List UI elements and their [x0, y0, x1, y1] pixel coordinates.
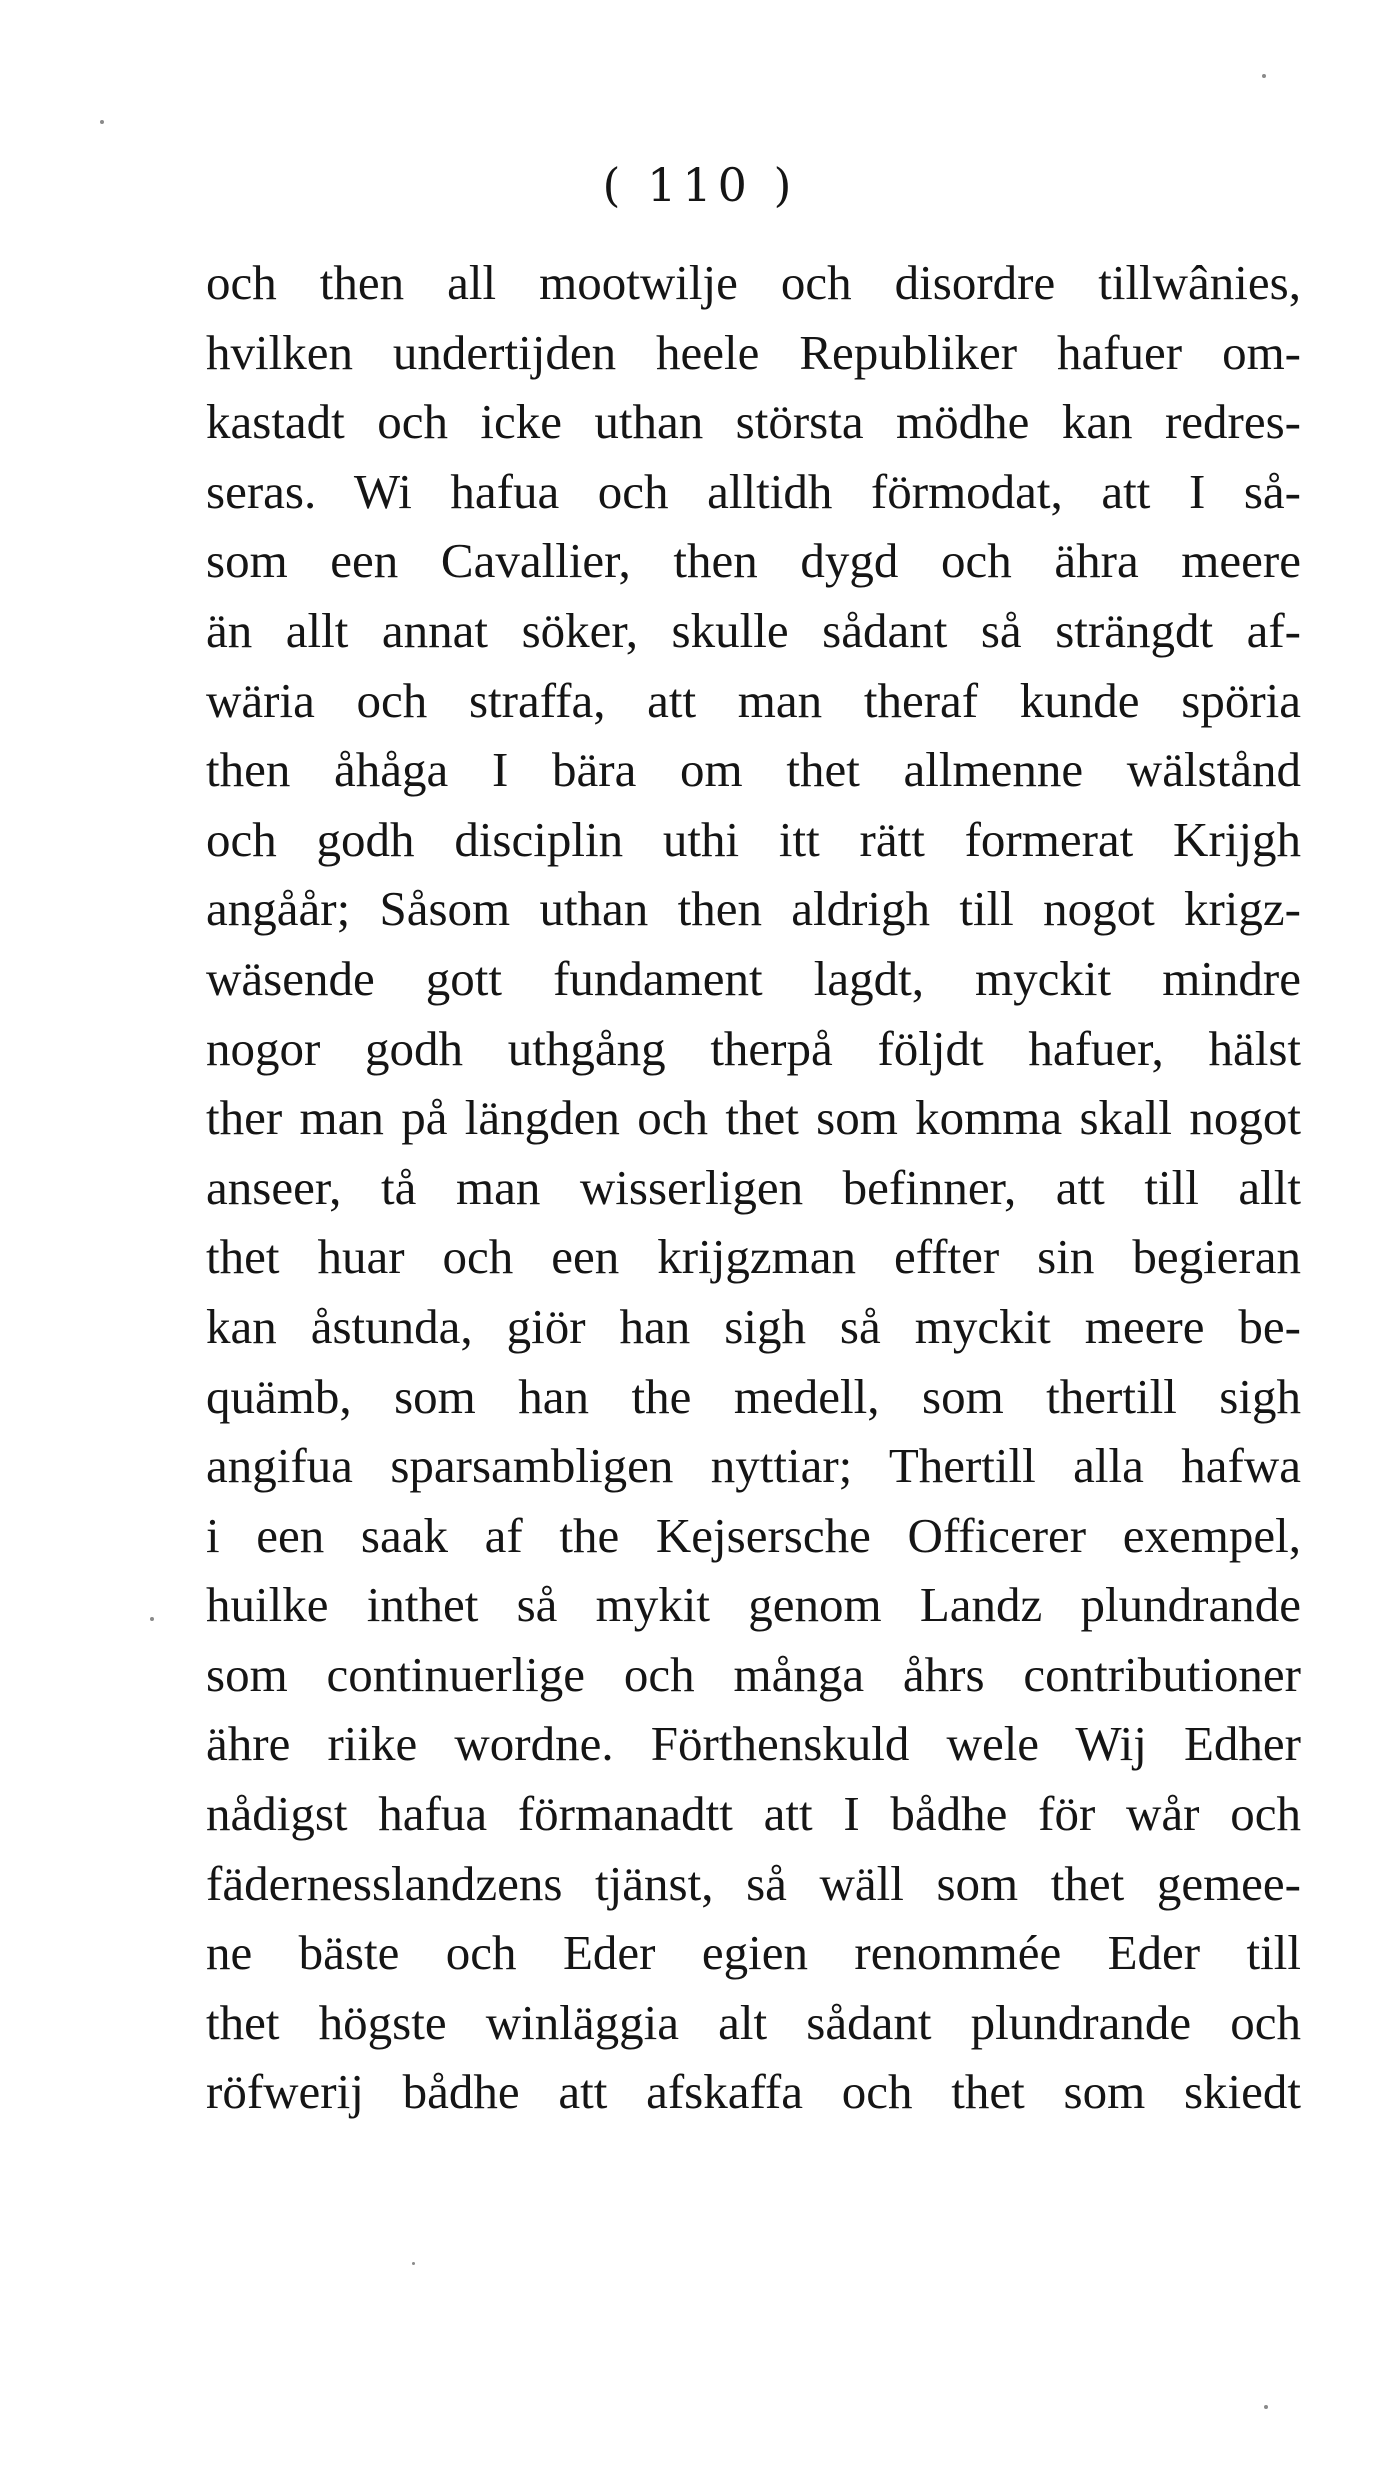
scan-speck: [1262, 74, 1266, 78]
text-line: ther man på längden och thet som komma skall nogot: [206, 1090, 1301, 1146]
text-line: som continuerlige och många åhrs contributioner: [206, 1646, 1301, 1702]
text-line: ähre riike wordne. Förthenskuld wele Wij Edher: [206, 1716, 1301, 1772]
text-line: anseer, tå man wisserligen befinner, att till allt: [206, 1159, 1301, 1215]
text-line: och then all mootwilje och disordre tillwânies,: [206, 255, 1301, 310]
text-line: nogor godh uthgång therpå följdt hafuer, hälst: [206, 1020, 1301, 1076]
text-line: angifua sparsambligen nyttiar; Thertill alla hafwa: [206, 1438, 1301, 1494]
scan-speck: [412, 2262, 415, 2265]
text-line: wäsende gott fundament lagdt, myckit mindre: [206, 950, 1301, 1006]
text-line: thet huar och een krijgzman effter sin begieran: [206, 1229, 1301, 1285]
text-line: thet högste winläggia alt sådant plundrande och: [206, 1994, 1301, 2050]
text-line: then åhåga I bära om thet allmenne wälstånd: [206, 742, 1301, 798]
text-line: än allt annat söker, skulle sådant så strängdt af-: [206, 602, 1301, 658]
body-text: [206, 248, 1301, 2127]
scan-speck: [1264, 2405, 1268, 2409]
page-number: ( 110 ): [602, 158, 798, 212]
text-line: hvilken undertijden heele Republiker hafuer om-: [206, 324, 1301, 380]
text-line: och godh disciplin uthi itt rätt formerat Krijgh: [206, 811, 1301, 867]
scan-speck: [100, 120, 104, 124]
text-line: seras. Wi hafua och alltidh förmodat, att I så-: [206, 463, 1301, 519]
text-line: i een saak af the Kejsersche Officerer exempel,: [206, 1507, 1301, 1563]
text-line: kastadt och icke uthan största mödhe kan redres-: [206, 394, 1301, 450]
text-line: quämb, som han the medell, som thertill sigh: [206, 1368, 1301, 1424]
text-line: röfwerij bådhe att afskaffa och thet som skiedt: [206, 2064, 1301, 2120]
text-line: som een Cavallier, then dygd och ähra meere: [206, 533, 1301, 589]
text-line: ne bäste och Eder egien renommée Eder till: [206, 1925, 1301, 1981]
text-line: huilke inthet så mykit genom Landz plundrande: [206, 1577, 1301, 1633]
text-line: kan åstunda, giör han sigh så myckit meere be-: [206, 1298, 1301, 1354]
text-line: wäria och straffa, att man theraf kunde spöria: [206, 672, 1301, 728]
text-line: nådigst hafua förmanadtt att I bådhe för wår och: [206, 1786, 1301, 1842]
text-line: fädernesslandzens tjänst, så wäll som thet gemee-: [206, 1855, 1301, 1911]
scan-speck: [150, 1617, 154, 1621]
text-line: angåår; Såsom uthan then aldrigh till nogot krigz-: [206, 881, 1301, 937]
